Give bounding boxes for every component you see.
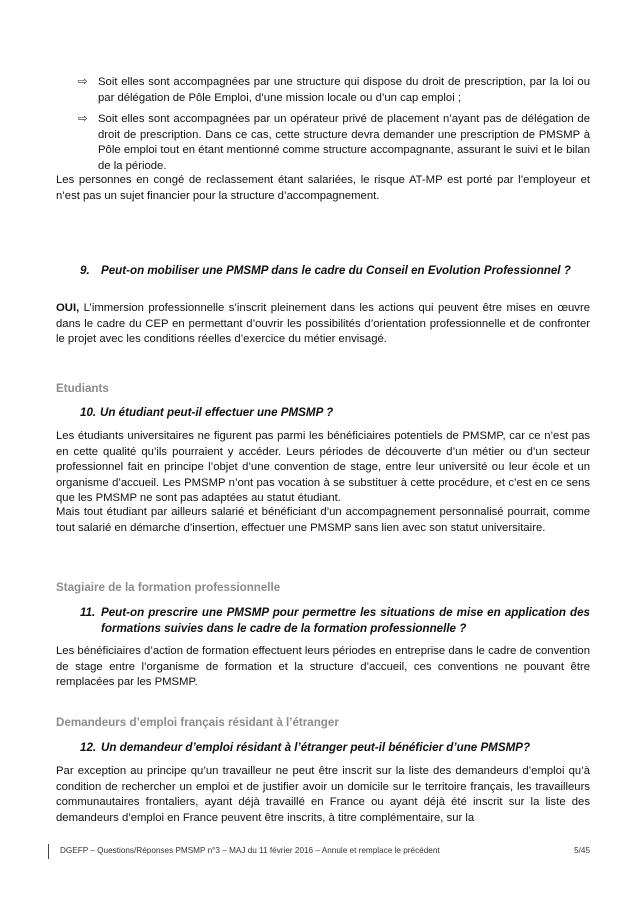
question-text: Un demandeur d’emploi résidant à l’étranger peut-il bénéficier d’une PMSMP? <box>101 741 531 754</box>
paragraph-reclassement: Les personnes en congé de reclassement étant salariées, le risque AT-MP est porté par l’employeur et n’est pas un sujet financier pour la structure d’accompagnement. <box>56 174 590 202</box>
section-heading-etudiants: Etudiants <box>56 382 109 395</box>
bullet-private-operator: Soit elles sont accompagnées par un opérateur privé de placement n’ayant pas de délégation de droit de prescription. Dans ce cas, cette structure devra demander une prescription de PMSMP à Pôle emploi tout en étant mentionné comme structure accompagnante, assurant le suivi et le bilan de la période. <box>98 113 590 172</box>
page-footer <box>48 843 590 861</box>
arrow-icon: ⇨ <box>78 76 88 88</box>
page-number: 5/45 <box>574 846 590 855</box>
answer-9 <box>56 301 590 348</box>
question-number: 11. <box>80 606 96 619</box>
footer-text: DGEFP – Questions/Réponses PMSMP n°3 – MAJ du 11 février 2016 – Annule et remplace le précédent <box>60 846 440 855</box>
section-heading-demandeurs: Demandeurs d’emploi français résidant à l’étranger <box>56 716 339 729</box>
answer-10-paragraph-1: Les étudiants universitaires ne figurent pas parmi les bénéficiaires potentiels de PMSMP, car ce n’est pas en cette qualité qu’ils pourraient y accéder. Leurs périodes de découverte d’un métier ou d’un secteur professionnel fait en principe l’objet d’une convention de stage, entre leur université ou leur école et un organisme d’accueil. Les PMSMP n’ont pas vocation à se substituer à cette procédure, et c’est en ce sens que les PMSMP ne sont pas adaptées au statut étudiant. <box>56 430 590 504</box>
question-number: 12. <box>80 741 97 754</box>
question-number: 9. <box>80 264 90 277</box>
question-text: Un étudiant peut-il effectuer une PMSMP ? <box>100 406 334 419</box>
answer-lead: OUI, <box>56 302 80 314</box>
arrow-icon: ⇨ <box>78 113 88 125</box>
question-text: Peut-on prescrire une PMSMP pour permettre les situations de mise en application des formations suivies dans le cadre de la formation professionnelle ? <box>101 606 590 635</box>
footer-divider <box>48 844 49 859</box>
answer-10-paragraph-2: Mais tout étudiant par ailleurs salarié et bénéficiant d’un accompagnement personnalisé pourrait, comme tout salarié en démarche d’insertion, effectuer une PMSMP sans lien avec son statut universitaire. <box>56 506 590 534</box>
question-text: Peut-on mobiliser une PMSMP dans le cadre du Conseil en Evolution Professionnel ? <box>101 264 571 277</box>
question-number: 10. <box>80 406 97 419</box>
bullet-prescription-structure: Soit elles sont accompagnées par une structure qui dispose du droit de prescription, par la loi ou par délégation de Pôle Emploi, d’une mission locale ou d’un cap emploi ; <box>98 76 590 104</box>
answer-12: Par exception au principe qu’un travailleur ne peut être inscrit sur la liste des demandeurs d’emploi qu’à condition de rechercher un emploi et de justifier avoir un domicile sur le territoire français, les travailleurs communautaires frontaliers, ayant déjà travaillé en France ou ayant déjà été inscrit sur la liste des demandeurs d’emploi en France peuvent être inscrits, à titre complémentaire, sur la <box>56 765 590 824</box>
section-heading-stagiaire: Stagiaire de la formation professionnelle <box>56 581 281 594</box>
answer-11: Les bénéficiaires d’action de formation effectuent leurs périodes en entreprise dans le cadre de convention de stage entre l’organisme de formation et la structure d’accueil, ces conventions ne pouvant être remplacées par les PMSMP. <box>56 645 590 688</box>
answer-text: L’immersion professionnelle s’inscrit pleinement dans les actions qui peuvent être mises en œuvre dans le cadre du CEP en permettant d’ouvrir les possibilités d’orientation professionnelle et de confronter le projet avec les conditions réelles d’exercice du métier envisagé. <box>56 302 590 345</box>
